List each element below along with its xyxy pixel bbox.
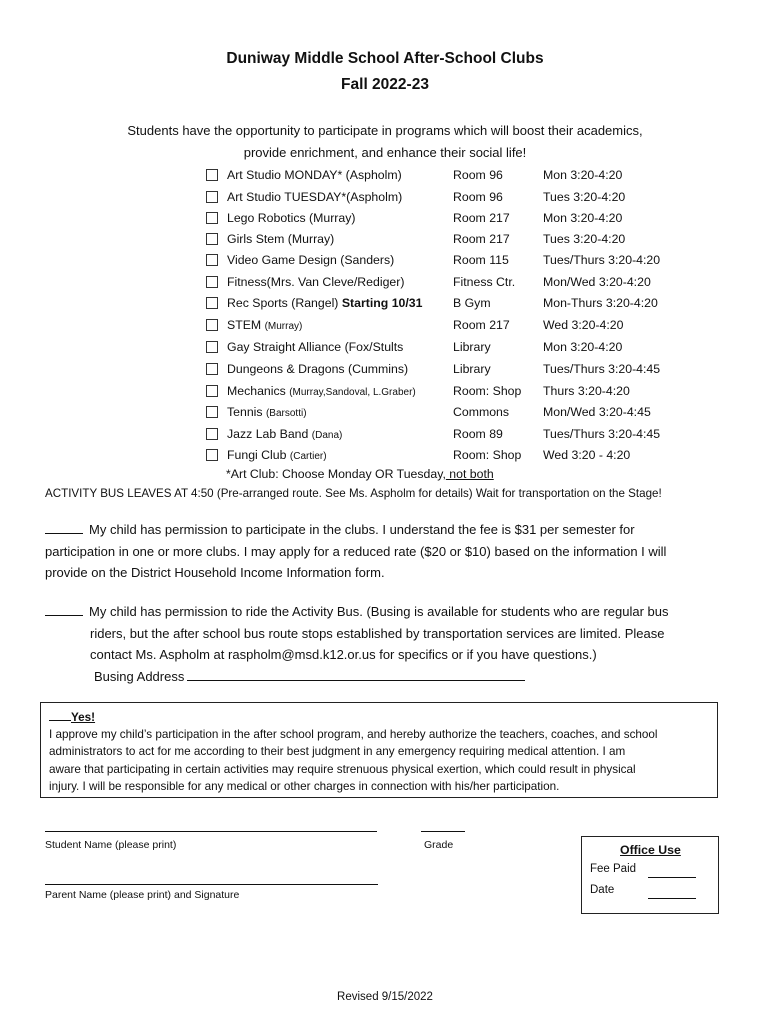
- club-name-text: Fitness(Mrs. Van Cleve/Rediger): [227, 275, 405, 289]
- intro-line-2: provide enrichment, and enhance their social life!: [243, 145, 527, 160]
- club-leader: (Dana): [311, 430, 343, 441]
- club-checkbox[interactable]: [206, 169, 218, 181]
- club-name-text: Mechanics: [227, 384, 290, 398]
- date-field[interactable]: [648, 898, 696, 899]
- art-club-note-emphasis: not both: [445, 467, 494, 481]
- parent-signature-field[interactable]: [45, 884, 378, 885]
- club-name: [227, 340, 403, 354]
- club-checkbox[interactable]: [206, 276, 218, 288]
- club-checkbox[interactable]: [206, 191, 218, 203]
- club-name: [227, 253, 394, 267]
- club-name: [227, 232, 334, 246]
- club-name: [227, 168, 402, 182]
- club-room: Library: [453, 362, 491, 376]
- busing-address-field[interactable]: [187, 668, 525, 681]
- club-room: Room 115: [453, 253, 509, 267]
- office-use-box: [581, 836, 719, 914]
- club-checkbox[interactable]: [206, 449, 218, 461]
- revised-date: Revised 9/15/2022: [337, 991, 433, 1003]
- art-club-note-text: *Art Club: Choose Monday OR Tuesday,: [226, 467, 446, 481]
- club-leader: (Barsotti): [265, 408, 307, 419]
- club-time: Mon-Thurs 3:20-4:20: [543, 296, 658, 310]
- club-name-text: Art Studio TUESDAY*(Aspholm): [227, 190, 403, 204]
- intro-line-1: Students have the opportunity to participate in programs which will boost their academics,: [127, 123, 643, 138]
- club-start-note: Starting 10/31: [341, 296, 423, 310]
- club-checkbox[interactable]: [206, 254, 218, 266]
- club-room: Commons: [453, 405, 510, 419]
- activity-bus-notice: ACTIVITY BUS LEAVES AT 4:50 (Pre-arranged route. See Ms. Aspholm for details) Wait for transportation on the Stage!: [45, 487, 662, 500]
- club-room: Room 96: [453, 190, 503, 204]
- date-label: Date: [590, 884, 615, 896]
- club-checkbox[interactable]: [206, 406, 218, 418]
- club-leader: (Cartier): [289, 451, 327, 462]
- club-checkbox[interactable]: [206, 341, 218, 353]
- permission-bus-blank[interactable]: [45, 603, 83, 616]
- club-time: Tues 3:20-4:20: [543, 190, 626, 204]
- club-name-text: STEM: [227, 318, 265, 332]
- club-time: Tues/Thurs 3:20-4:20: [543, 253, 661, 267]
- club-room: Library: [453, 340, 491, 354]
- club-room: Room 217: [453, 232, 510, 246]
- permission-clubs-line-1: My child has permission to participate in the clubs. I understand the fee is $31 per semester for: [89, 522, 635, 537]
- club-time: Thurs 3:20-4:20: [543, 384, 630, 398]
- permission-bus-line-3: contact Ms. Aspholm at raspholm@msd.k12.or.us for specifics or if you have questions.): [90, 647, 597, 662]
- club-name: [227, 405, 307, 419]
- club-checkbox[interactable]: [206, 212, 218, 224]
- club-room: Room: Shop: [453, 384, 522, 398]
- club-time: Tues/Thurs 3:20-4:45: [543, 362, 661, 376]
- club-room: B Gym: [453, 296, 491, 310]
- club-name: [227, 318, 302, 332]
- club-room: Room: Shop: [453, 448, 522, 462]
- student-name-label: Student Name (please print): [45, 839, 177, 851]
- club-name: [227, 211, 355, 225]
- club-time: Mon 3:20-4:20: [543, 211, 623, 225]
- club-room: Room 217: [453, 318, 510, 332]
- club-name-text: Art Studio MONDAY* (Aspholm): [227, 168, 402, 182]
- club-name-text: Dungeons & Dragons (Cummins): [227, 362, 409, 376]
- office-use-title: Office Use: [620, 843, 681, 857]
- club-checkbox[interactable]: [206, 363, 218, 375]
- medical-consent-box: [40, 702, 718, 798]
- page-subtitle: Fall 2022-23: [341, 76, 429, 93]
- club-checkbox[interactable]: [206, 297, 218, 309]
- club-name: [227, 275, 404, 289]
- consent-line-1: I approve my child’s participation in the after school program, and hereby authorize the teachers, coaches, and school: [49, 728, 658, 742]
- club-name-text: Video Game Design (Sanders): [227, 253, 395, 267]
- club-time: Tues/Thurs 3:20-4:45: [543, 427, 661, 441]
- consent-line-2: administrators to act for me according to their best judgment in any emergency requiring medical attention. I am: [49, 745, 626, 759]
- art-club-note: [226, 467, 494, 481]
- club-checkbox[interactable]: [206, 233, 218, 245]
- grade-label: Grade: [424, 839, 454, 851]
- permission-bus-line-2: riders, but the after school bus route stops established by transportation services are limited. Please: [90, 625, 665, 641]
- club-room: Fitness Ctr.: [453, 275, 516, 289]
- fee-paid-label: Fee Paid: [590, 863, 637, 875]
- club-time: Tues 3:20-4:20: [543, 232, 626, 246]
- permission-bus-section: [45, 601, 735, 687]
- club-name: [227, 384, 416, 398]
- club-time: Mon/Wed 3:20-4:20: [543, 275, 651, 289]
- club-room: Room 89: [453, 427, 503, 441]
- club-name: [227, 448, 327, 462]
- club-leader: (Murray,Sandoval, L.Graber): [289, 387, 416, 398]
- club-name-text: Fungi Club: [227, 448, 290, 462]
- club-time: Mon/Wed 3:20-4:45: [543, 405, 651, 419]
- club-room: Room 96: [453, 168, 503, 182]
- club-leader: (Murray): [264, 321, 303, 332]
- consent-yes-label: Yes!: [71, 711, 96, 724]
- parent-signature-label: Parent Name (please print) and Signature: [45, 889, 240, 901]
- club-time: Wed 3:20-4:20: [543, 318, 624, 332]
- page-title: Duniway Middle School After-School Clubs: [226, 50, 544, 67]
- grade-field[interactable]: [421, 831, 465, 832]
- club-name-text: Gay Straight Alliance (Fox/Stults: [227, 340, 404, 354]
- permission-clubs-line-2: participation in one or more clubs. I may apply for a reduced rate ($20 or $10) based on the information I will: [45, 543, 667, 559]
- permission-clubs-section: [45, 519, 735, 584]
- permission-bus-line-1: My child has permission to ride the Activity Bus. (Busing is available for students who are regular bus: [89, 604, 669, 619]
- club-checkbox[interactable]: [206, 385, 218, 397]
- club-time: Wed 3:20 - 4:20: [543, 448, 631, 462]
- busing-address-label: Busing Address: [94, 668, 185, 684]
- club-name-text: Girls Stem (Murray): [227, 232, 335, 246]
- club-time: Mon 3:20-4:20: [543, 340, 623, 354]
- permission-clubs-blank[interactable]: [45, 521, 83, 534]
- consent-line-4: injury. I will be responsible for any medical or other charges in connection with his/her participation.: [49, 779, 560, 793]
- club-checkbox[interactable]: [206, 319, 218, 331]
- fee-paid-field[interactable]: [648, 877, 696, 878]
- club-name: [227, 362, 408, 376]
- student-name-field[interactable]: [45, 831, 377, 832]
- club-name: [227, 296, 422, 310]
- club-name-text: Rec Sports (Rangel): [227, 296, 342, 310]
- club-name-text: Lego Robotics (Murray): [227, 211, 356, 225]
- club-name: [227, 427, 342, 441]
- club-name-text: Tennis: [227, 405, 266, 419]
- club-name: [227, 190, 402, 204]
- club-name-text: Jazz Lab Band: [227, 427, 312, 441]
- consent-yes-blank[interactable]: [49, 709, 71, 721]
- consent-line-3: aware that participating in certain activities may require strenuous physical exertion, which could result in physical: [49, 762, 636, 776]
- permission-clubs-line-3: provide on the District Household Income Information form.: [45, 565, 385, 580]
- club-room: Room 217: [453, 211, 510, 225]
- club-time: Mon 3:20-4:20: [543, 168, 623, 182]
- club-checkbox[interactable]: [206, 428, 218, 440]
